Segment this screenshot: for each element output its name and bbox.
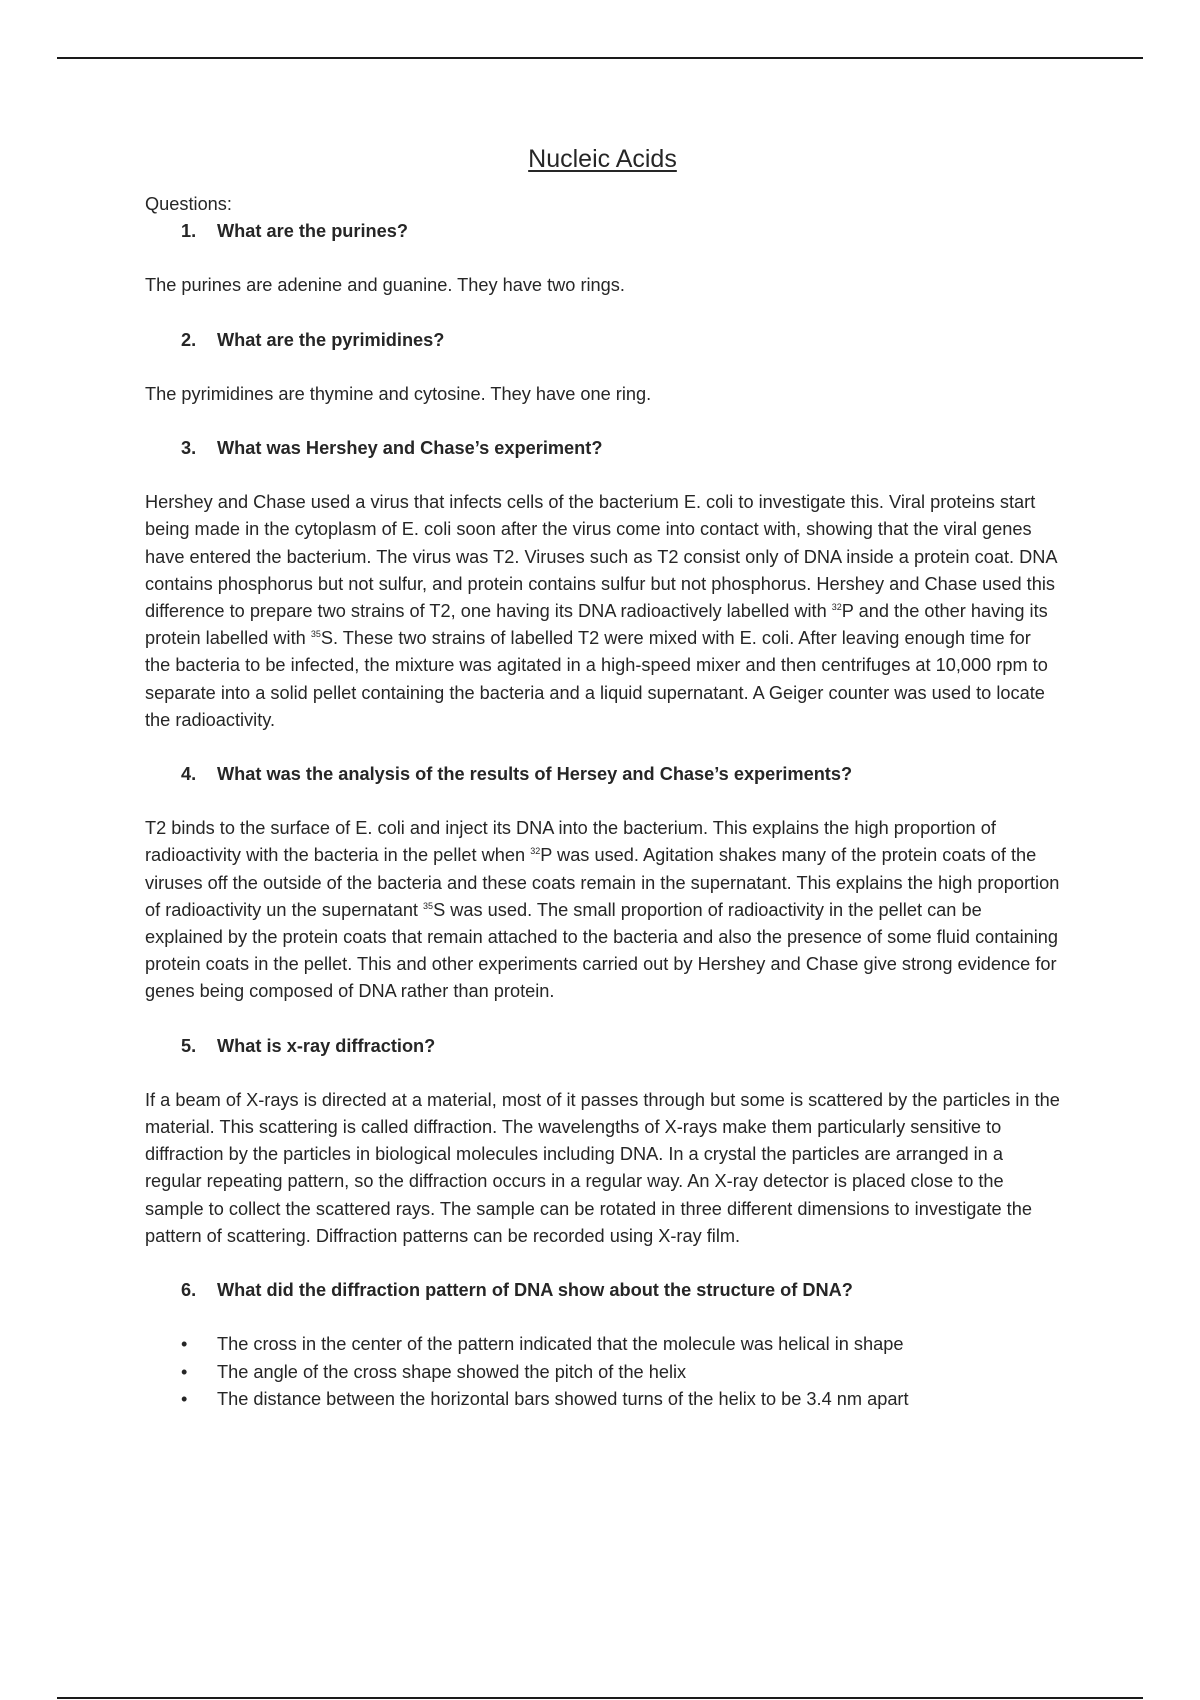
bullet-icon: • — [181, 1388, 188, 1409]
question-4 — [145, 761, 1060, 788]
answer-text: T2 binds to the surface of E. coli and inject its DNA into the bacterium. This explains the high proportion of radioactivity with the bacteria in the pellet when — [145, 818, 996, 866]
question-text: What was Hershey and Chase’s experiment? — [217, 438, 603, 459]
question-number: 2. — [181, 329, 197, 350]
question-number: 6. — [181, 1280, 197, 1301]
answer-text: S was used. The small proportion of radioactivity in the pellet can be explained by the protein coats that remain attached to the bacteria and also the presence of some fluid containing protein coats in the pellet. This and other experiments carried out by Hershey and Chase give strong evidence for genes being composed of DNA rather than protein. — [145, 899, 1058, 1002]
isotope-superscript: 35 — [310, 629, 321, 640]
question-5 — [145, 1033, 1060, 1060]
list-item — [145, 1331, 1060, 1358]
question-number: 5. — [181, 1035, 197, 1056]
question-2 — [145, 327, 1060, 354]
answer-text: Hershey and Chase used a virus that infects cells of the bacterium E. coli to investigate this. Viral proteins start being made in the cytoplasm of E. coli soon after the virus come into contact with, showing that the viral genes have entered the bacterium. The virus was T2. Viruses such as T2 consist only of DNA inside a protein coat. DNA contains phosphorus but not sulfur, and protein contains sulfur but not phosphorus. Hershey and Chase used this difference to prepare two strains of T2, one having its DNA radioactively labelled with — [145, 492, 1057, 622]
question-number: 1. — [181, 221, 197, 242]
question-text: What are the purines? — [217, 221, 408, 242]
question-number: 3. — [181, 438, 197, 459]
list-item — [145, 1359, 1060, 1386]
question-text: What is x-ray diffraction? — [217, 1035, 436, 1056]
question-3 — [145, 435, 1060, 462]
answer-3 — [145, 489, 1060, 734]
answer-4 — [145, 815, 1060, 1005]
question-text: What are the pyrimidines? — [217, 329, 445, 350]
answer-6-bullet-list — [145, 1331, 1060, 1413]
question-text: What did the diffraction pattern of DNA show about the structure of DNA? — [217, 1280, 853, 1301]
isotope-superscript: 32 — [831, 602, 842, 613]
answer-text: P was used. Agitation shakes many of the protein coats of the viruses off the outside of the bacteria and these coats remain in the supernatant. This explains the high proportion of radioactivity un the supernatant — [145, 845, 1060, 920]
question-number: 4. — [181, 764, 197, 785]
answer-text: S. These two strains of labelled T2 were mixed with E. coli. After leaving enough time for the bacteria to be infected, the mixture was agitated in a high-speed mixer and then centrifuges at 10,000 rpm to separate into a solid pellet containing the bacteria and a liquid supernatant. A Geiger counter was used to locate the radioactivity. — [145, 628, 1048, 730]
list-item — [145, 1386, 1060, 1413]
isotope-superscript: 32 — [530, 846, 541, 857]
answer-2: The pyrimidines are thymine and cytosine. They have one ring. — [145, 383, 652, 404]
answer-5: If a beam of X-rays is directed at a material, most of it passes through but some is scattered by the particles in the material. This scattering is called diffraction. The wavelengths of X-rays make them particularly sensitive to diffraction by the particles in biological molecules including DNA. In a crystal the particles are arranged in a regular repeating pattern, so the diffraction occurs in a regular way. An X-ray detector is placed close to the sample to collect the scattered rays. The sample can be rotated in three different dimensions to investigate the pattern of scattering. Diffraction patterns can be recorded using X-ray film. — [145, 1089, 1060, 1246]
answer-1: The purines are adenine and guanine. They have two rings. — [145, 275, 625, 296]
document-title: Nucleic Acids — [528, 145, 677, 173]
header-rule — [57, 57, 1143, 59]
list-item-text: The angle of the cross shape showed the pitch of the helix — [217, 1361, 687, 1382]
footer-rule — [57, 1697, 1143, 1699]
list-item-text: The cross in the center of the pattern indicated that the molecule was helical in shape — [217, 1334, 904, 1355]
question-1 — [145, 218, 1060, 245]
list-item-text: The distance between the horizontal bars showed turns of the helix to be 3.4 nm apart — [217, 1388, 909, 1409]
document-body — [145, 142, 1060, 1413]
bullet-icon: • — [181, 1334, 188, 1355]
isotope-superscript: 35 — [423, 900, 434, 911]
question-text: What was the analysis of the results of Hersey and Chase’s experiments? — [217, 764, 853, 785]
question-6 — [145, 1277, 1060, 1304]
answer-text: P and the other having its protein labelled with — [145, 601, 1048, 649]
bullet-icon: • — [181, 1361, 188, 1382]
questions-label: Questions: — [145, 194, 232, 214]
